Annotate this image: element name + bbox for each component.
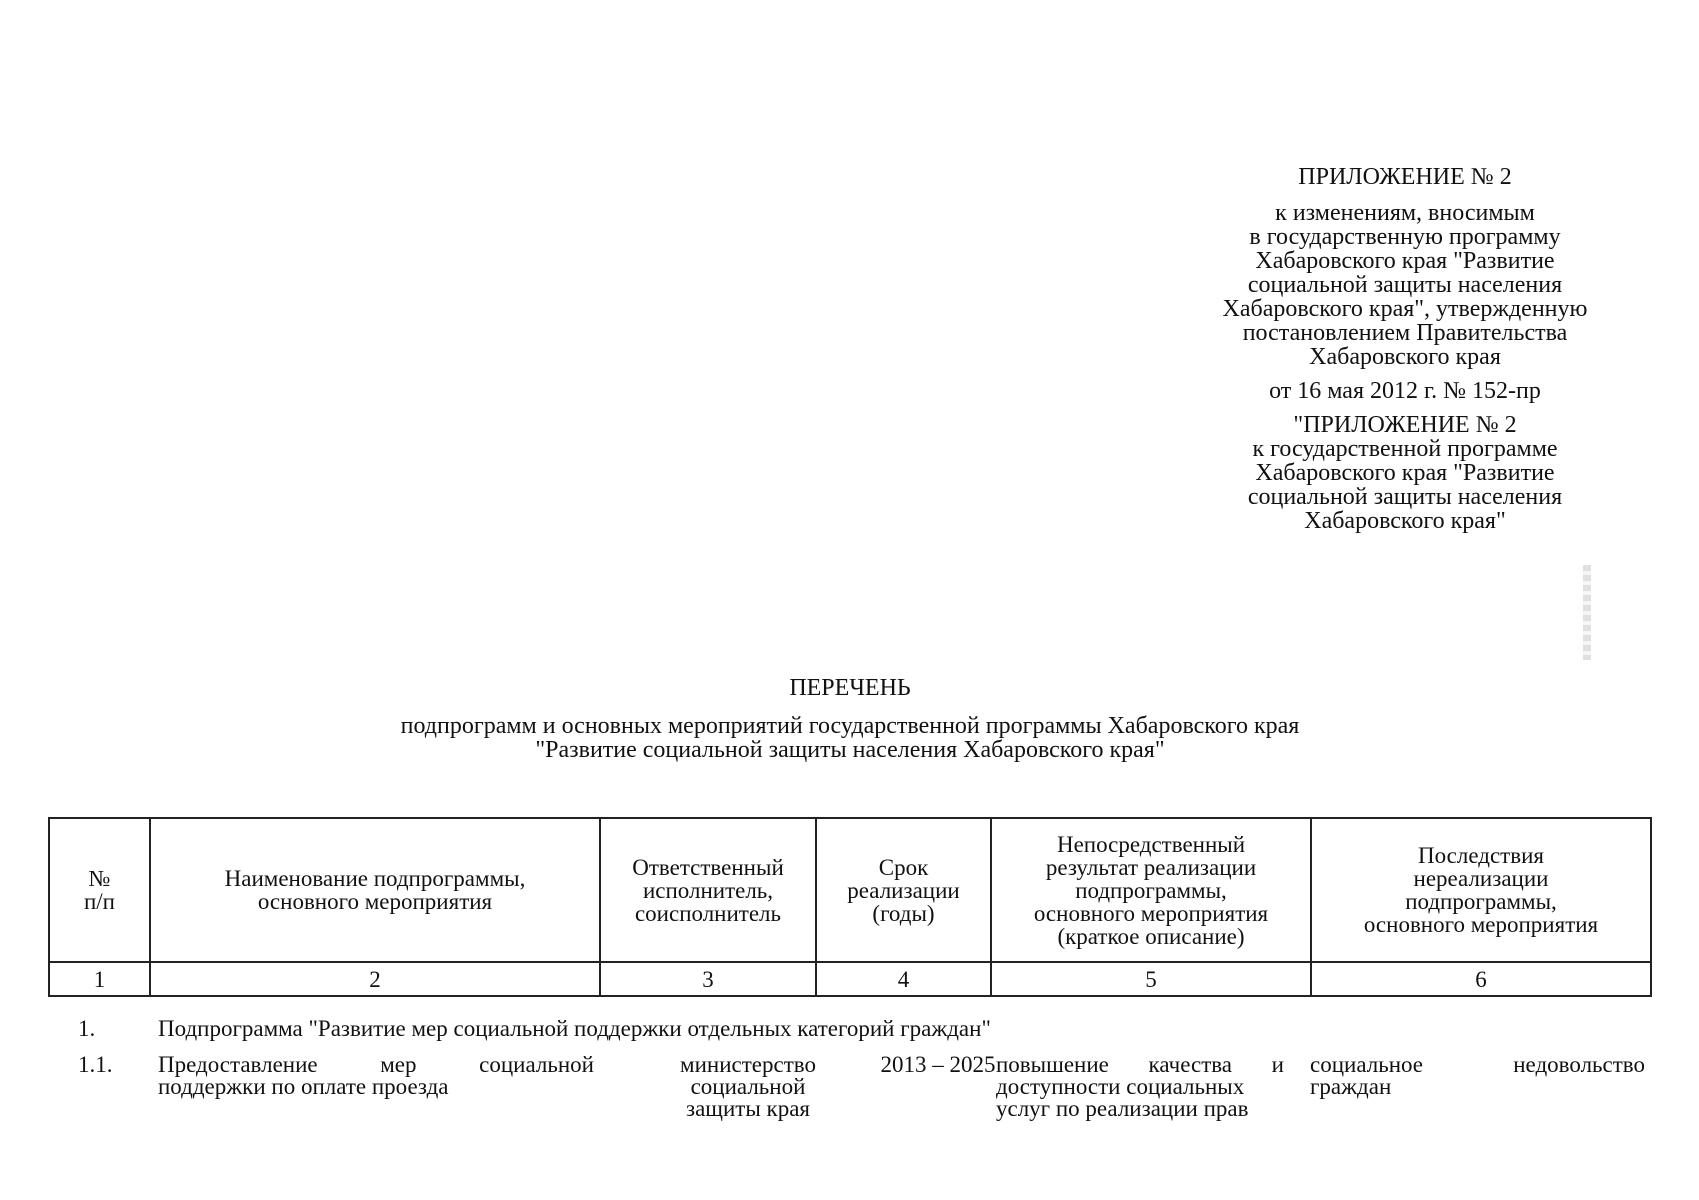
document-heading: [240, 676, 1460, 762]
table-row: [48, 1054, 1650, 1134]
item-consequences: социальное недовольство граждан: [1310, 1052, 1645, 1099]
header-consequences: Последствия нереализации подпрограммы, основного мероприятия: [1311, 818, 1651, 962]
annex-intro-line: в государственную программу: [1249, 224, 1561, 250]
subprogram-name: Подпрограмма "Развитие мер социальной поддержки отдельных категорий граждан": [158, 1016, 991, 1041]
annex-intro: [1160, 201, 1650, 369]
column-number: 4: [816, 962, 991, 996]
annex-date: от 16 мая 2012 г. № 152-пр: [1269, 378, 1541, 404]
program-table: [48, 817, 1652, 997]
header-executor: Ответственный исполнитель, соисполнитель: [600, 818, 816, 962]
header-term: Срок реализации (годы): [816, 818, 991, 962]
column-number-row: [49, 962, 1651, 996]
item-result: повышение качества и доступности социальных услуг по реализации прав: [996, 1052, 1284, 1121]
annex-header: [1160, 165, 1650, 533]
table-body: [48, 1018, 1650, 1134]
annex-intro-line: Хабаровского края: [1309, 344, 1501, 370]
header-result: Непосредственный результат реализации подпрограммы, основного мероприятия (краткое описание): [991, 818, 1311, 962]
annex-intro-line: социальной защиты населения: [1247, 272, 1563, 298]
column-number: 3: [600, 962, 816, 996]
item-executor: министерство социальной защиты края: [680, 1052, 816, 1121]
column-number: 1: [49, 962, 150, 996]
annex-intro-line: Хабаровского края "Развитие: [1255, 248, 1555, 274]
item-name: Предоставление мер социальной поддержки по оплате проезда: [158, 1052, 594, 1099]
annex-intro-line: к изменениям, вносимым: [1275, 200, 1535, 226]
annex-quoted-title: "ПРИЛОЖЕНИЕ № 2: [1293, 412, 1517, 438]
subprogram-row: [48, 1018, 1650, 1054]
table-header-row: [49, 818, 1651, 962]
scan-artifact: [1583, 565, 1591, 660]
column-number: 6: [1311, 962, 1651, 996]
annex-quoted-line: социальной защиты населения: [1247, 484, 1563, 510]
annex-title: ПРИЛОЖЕНИЕ № 2: [1298, 164, 1512, 190]
header-name: Наименование подпрограммы, основного мероприятия: [150, 818, 600, 962]
annex-quoted-line: Хабаровского края "Развитие: [1255, 460, 1555, 486]
annex-intro-line: постановлением Правительства: [1242, 320, 1568, 346]
subprogram-number: 1.: [78, 1016, 96, 1041]
column-number: 5: [991, 962, 1311, 996]
heading-line: подпрограмм и основных мероприятий государственной программы Хабаровского края: [400, 713, 1300, 739]
annex-intro-line: Хабаровского края", утвержденную: [1222, 296, 1588, 322]
item-number: 1.1.: [78, 1052, 113, 1077]
annex-quoted: [1160, 413, 1650, 533]
annex-quoted-line: Хабаровского края": [1304, 508, 1506, 534]
annex-quoted-line: к государственной программе: [1252, 436, 1558, 462]
heading-title: ПЕРЕЧЕНЬ: [789, 675, 911, 701]
column-number: 2: [150, 962, 600, 996]
heading-line: "Развитие социальной защиты населения Хабаровского края": [535, 737, 1165, 763]
header-number: № п/п: [49, 818, 150, 962]
item-term: 2013 – 2025: [880, 1052, 996, 1077]
